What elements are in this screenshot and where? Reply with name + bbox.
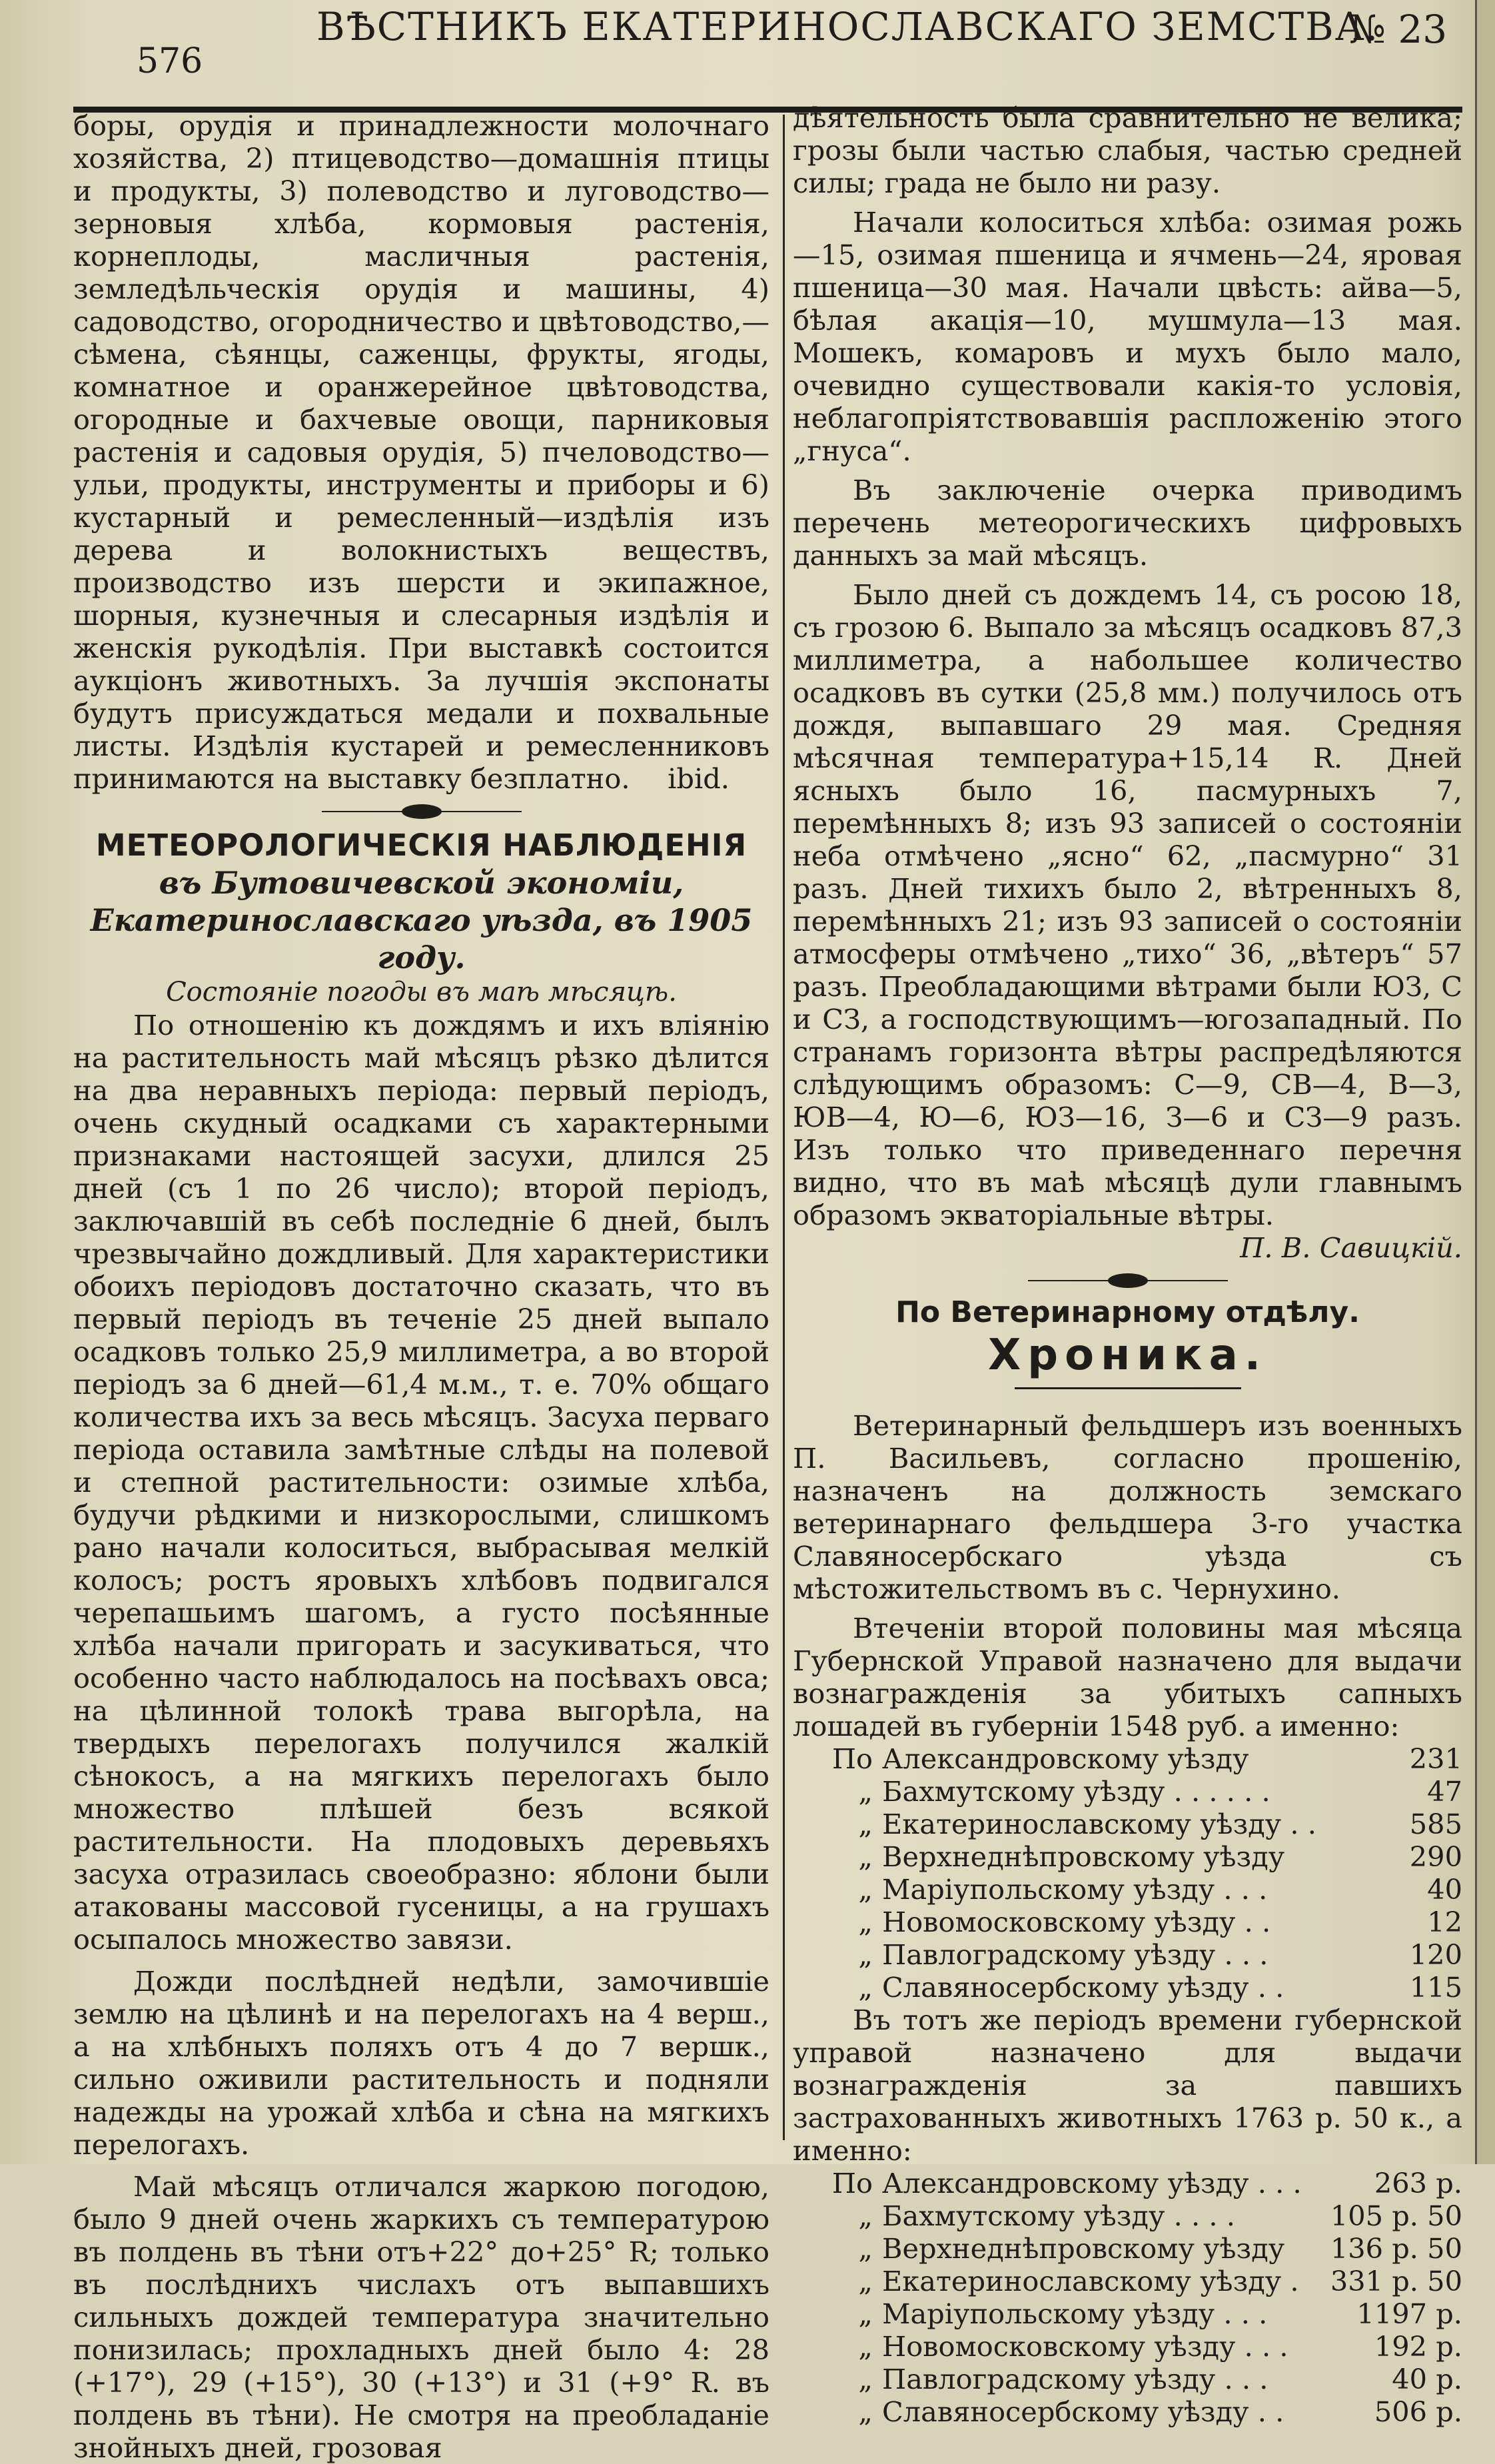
right-column (793, 101, 1462, 2428)
list-item: По Александровскому уѣзду 231 (831, 1742, 1462, 1775)
list-item: „ Бахмутскому уѣзду . . . . . . 47 (858, 1775, 1462, 1808)
chronicle-paragraph: Въ тотъ же періодъ времени губернской управой назначено для выдачи вознагражденія за павшихъ застрахованныхъ животныхъ 1763 р. 50 к., а именно: (793, 2004, 1462, 2167)
article-paragraph: Май мѣсяцъ отличался жаркою погодою, было 9 дней очень жаркихъ съ температурою въ полдень въ тѣни отъ+22° до+25° R; только въ послѣднихъ числахъ отъ выпавшихъ сильныхъ дождей температура значительно понизилась; прохладныхъ дней было 4: 28 (+17°), 29 (+15°), 30 (+13°) и 31 (+9° R. въ полдень въ тѣни). Не смотря на преобладаніе знойныхъ дней, грозовая (73, 2170, 769, 2464)
ornament-divider (322, 803, 522, 820)
article-paragraph: Въ заключеніе очерка приводимъ перечень метеорогическихъ цифровыхъ данныхъ за май мѣсяцъ. (793, 474, 1462, 572)
list-item: „ Верхнеднѣпровскому уѣзду 136 р. 50 (858, 2232, 1462, 2265)
source-note: ibid. (668, 762, 730, 795)
list-item: „ Маріупольскому уѣзду . . . 1197 р. (858, 2297, 1462, 2330)
left-column (73, 109, 769, 2464)
vet-section-heading: По Ветеринарному отдѣлу. (895, 1295, 1360, 1329)
article-paragraph: дѣятельность была сравнительно не велика; грозы были частью слабыя, частью средней силы; града не было ни разу. (793, 101, 1462, 199)
chronicle-paragraph: Втеченіи второй половины мая мѣсяца Губернской Управой назначено для выдачи вознагражденія за убитыхъ сапныхъ лошадей въ губерніи 1548 руб. а именно: (793, 1612, 1462, 1742)
list-item: „ Верхнеднѣпровскому уѣзду 290 (858, 1840, 1462, 1873)
signature: П. В. Савицкій. (1240, 1231, 1462, 1264)
article-subtitle: въ Бутовичевской экономіи, Екатеринославскаго уѣзда, въ 1905 году. (90, 865, 753, 975)
article-paragraph: Было дней съ дождемъ 14, съ росою 18, съ грозою 6. Выпало за мѣсяцъ осадковъ 87,3 миллиметра, а набольшее количество осадковъ въ сутки (25,8 мм.) получилось отъ дождя, выпавшаго 29 мая. Средняя мѣсячная температура+15,14 R. Дней ясныхъ было 16, пасмурныхъ 7, перемѣнныхъ 8; изъ 93 записей о состояніи неба отмѣчено „ясно“ 62, „пасмурно“ 31 разъ. Дней тихихъ было 2, вѣтренныхъ 8, перемѣнныхъ 21; изъ 93 записей о состояніи атмосферы отмѣчено „тихо“ 36, „вѣтеръ“ 57 разъ. Преобладающими вѣтрами были ЮЗ, С и СЗ, а господствующимъ—югозападный. По странамъ горизонта вѣтры распредѣляются слѣдующимъ образомъ: С—9, СВ—4, В—3, ЮВ—4, Ю—6, ЮЗ—16, З—6 и СЗ—9 разъ. Изъ только что приведеннаго перечня видно, что въ маѣ мѣсяцѣ дули главнымъ образомъ экваторіальные вѣтры. (793, 578, 1462, 1231)
facing-page-edge (1475, 0, 1495, 2164)
issue-number: № 23 (1349, 7, 1448, 52)
list-item: „ Новомосковскому уѣзду . . . 192 р. (858, 2330, 1462, 2363)
exhibition-paragraph: боры, орудія и принадлежности молочнаго хозяйства, 2) птицеводство—домашнія птицы и продукты, 3) полеводство и луговодство—зерновыя хлѣба, кормовыя растенія, корнеплоды, масличныя растенія, земледѣльческія орудія и машины, 4) садоводство, огородничество и цвѣтоводство,—сѣмена, сѣянцы, саженцы, фрукты, ягоды, комнатное и оранжерейное цвѣтоводства, огородные и бахчевые овощи, парниковыя растенія и садовыя орудія, 5) пчеловодство—ульи, продукты, инструменты и приборы и 6) кустарный и ремесленный—издѣлія изъ дерева и волокнистыхъ веществъ, производство изъ шерсти и экипажное, шорныя, кузнечныя и слесарныя издѣлія и женскія рукодѣлія. При выставкѣ состоится аукціонъ животныхъ. За лучшія экспонаты будутъ присуждаться медали и похвальные листы. Издѣлія кустарей и ремесленниковъ принимаются на выставку безплатно. (73, 109, 769, 795)
page-header (137, 0, 1448, 81)
list-item: „ Павлоградскому уѣзду . . . 40 р. (858, 2363, 1462, 2395)
payment-list-horses (793, 1742, 1462, 2004)
list-item: „ Бахмутскому уѣзду . . . . 105 р. 50 (858, 2199, 1462, 2232)
column-divider (783, 115, 785, 2140)
article-title: МЕТЕОРОЛОГИЧЕСКІЯ НАБЛЮДЕНІЯ (95, 828, 748, 863)
list-item: По Александровскому уѣзду . . . 263 р. (831, 2167, 1462, 2199)
page-number: 576 (137, 41, 203, 81)
ornament-divider (1028, 1272, 1228, 1289)
list-item: „ Павлоградскому уѣзду . . . 120 (858, 1938, 1462, 1971)
chronicle-paragraph: Ветеринарный фельдшеръ изъ военныхъ П. Васильевъ, согласно прошенію, назначенъ на должность земскаго ветеринарнаго фельдшера 3-го участка Славяносербскаго уѣзда съ мѣстожительствомъ въ с. Чернухино. (793, 1409, 1462, 1605)
chronicle-rule (1015, 1387, 1241, 1389)
article-paragraph: Дожди послѣдней недѣли, замочившіе землю на цѣлинѣ и на перелогахъ на 4 верш., а на хлѣбныхъ поляхъ отъ 4 до 7 вершк., сильно оживили растительность и подняли надежды на урожай хлѣба и сѣна на мягкихъ перелогахъ. (73, 1965, 769, 2161)
list-item: „ Екатеринославскому уѣзду . 331 р. 50 (858, 2265, 1462, 2297)
list-item: „ Маріупольскому уѣзду . . . 40 (858, 1873, 1462, 1906)
list-item: „ Новомосковскому уѣзду . . 12 (858, 1906, 1462, 1938)
journal-title: ВѢСТНИКЪ ЕКАТЕРИНОСЛАВСКАГО ЗЕМСТВА. (316, 4, 1380, 49)
list-item: „ Екатеринославскому уѣзду . . 585 (858, 1808, 1462, 1840)
article-paragraph: Начали колоситься хлѣба: озимая рожь—15, озимая пшеница и ячмень—24, яровая пшеница—30 мая. Начали цвѣсть: айва—5, бѣлая акація—10, мушмула—13 мая. Мошекъ, комаровъ и мухъ было мало, очевидно существовали какія-то условія, неблагопріятствовавшія распложенію этого „гнуса“. (793, 206, 1462, 467)
chronicle-heading: Хроника. (987, 1331, 1268, 1380)
article-section: Состояніе погоды въ маѣ мѣсяцѣ. (166, 977, 677, 1007)
list-item: „ Славяносербскому уѣзду . . 115 (858, 1971, 1462, 2004)
payment-list-livestock (793, 2167, 1462, 2428)
list-item: „ Славяносербскому уѣзду . . 506 р. (858, 2395, 1462, 2428)
article-paragraph: По отношенію къ дождямъ и ихъ вліянію на растительность май мѣсяцъ рѣзко дѣлится на два неравныхъ періода: первый періодъ, очень скудный осадками съ характерными признаками настоящей засухи, длился 25 дней (съ 1 по 26 число); второй періодъ, заключавшій въ себѣ последніе 6 дней, былъ чрезвычайно дождливый. Для характеристики обоихъ періодовъ достаточно сказать, что въ первый періодъ въ теченіе 25 дней выпало осадковъ только 25,9 миллиметра, а во второй періодъ за 6 дней—61,4 м.м., т. е. 70% общаго количества ихъ за весь мѣсяцъ. Засуха перваго періода оставила замѣтные слѣды на полевой и степной растительности: озимые хлѣба, будучи рѣдкими и низкорослыми, слишкомъ рано начали колоситься, выбрасывая мелкій колосъ; ростъ яровыхъ хлѣбовъ подвигался черепашьимъ шагомъ, а густо посѣянные хлѣба начали пригорать и засукиваться, что особенно часто наблюдалось на посѣвахъ овса; на цѣлинной толокѣ трава выгорѣла, на твердыхъ перелогахъ получился жалкій сѣнокосъ, а на мягкихъ перелогахъ было множество плѣшей безъ всякой растительности. На плодовыхъ деревьяхъ засуха отразилась своеобразно: яблони были атакованы массовой гусеницы, а на грушахъ осыпалось множество завязи. (73, 1009, 769, 1956)
